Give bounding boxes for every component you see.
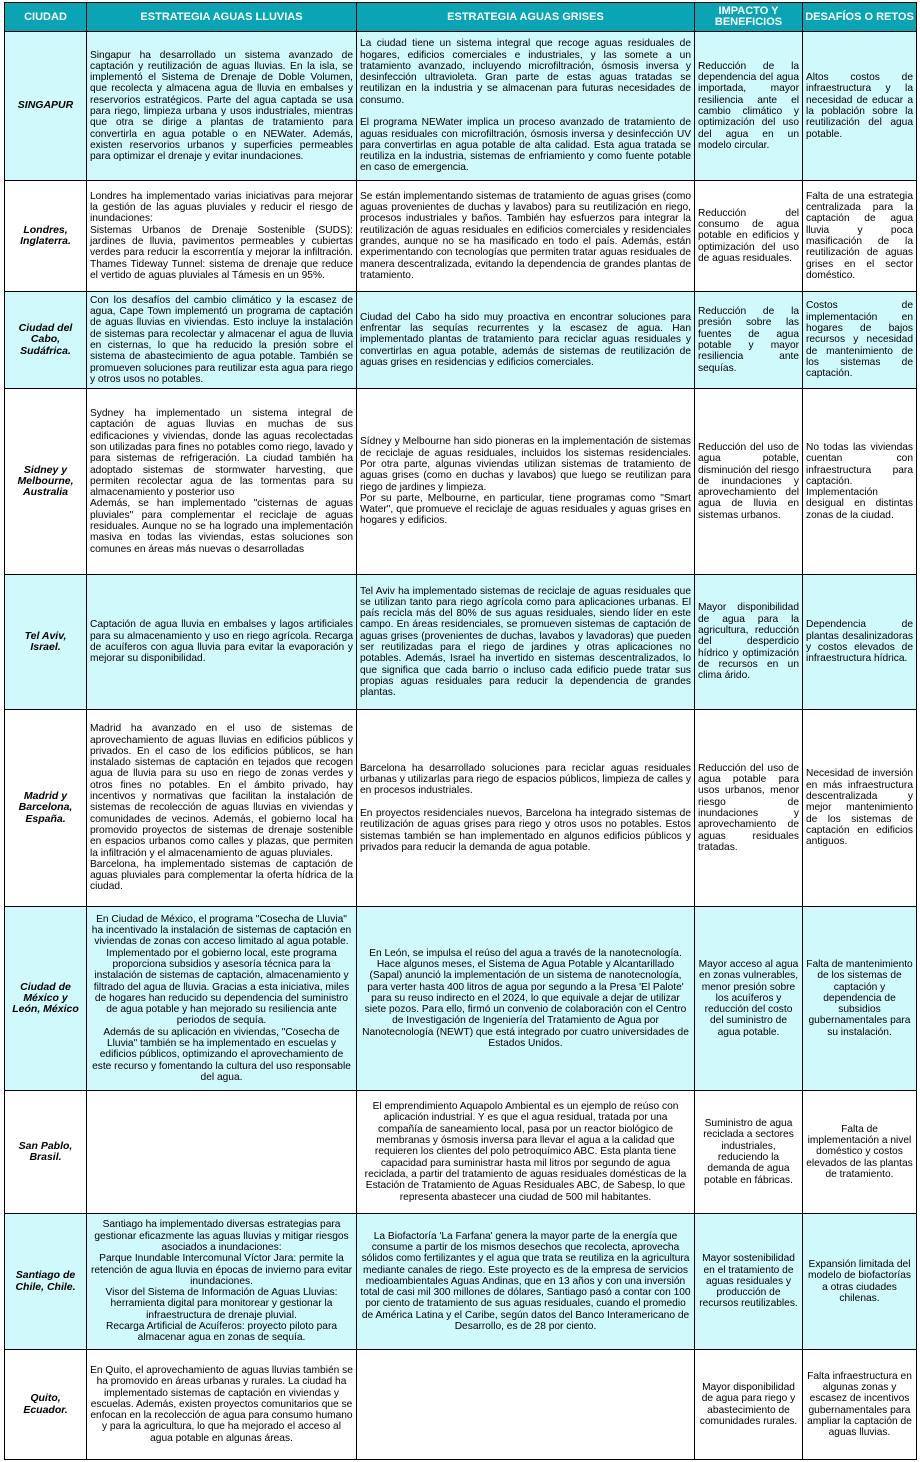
- city-cell: Quito, Ecuador.: [5, 1350, 87, 1460]
- impacto-cell: Mayor sostenibilidad en el tratamiento de aguas residuales y producción de recursos reutilizables.: [695, 1214, 803, 1350]
- table-row: [5, 181, 917, 292]
- city-cell: Ciudad del Cabo, Sudáfrica.: [5, 292, 87, 389]
- lluvias-cell: Sydney ha implementado un sistema integral de captación de aguas lluvias en muchas de sus edificaciones y viviendas, donde las aguas recolectadas son utilizadas para fines no potables como riego, lavado y para sistemas de refrigeración. La ciudad también ha adoptado sistemas de stormwater harvesting, que permiten recolectar agua de las tormentas para su almacenamiento y posterior uso Además, se han implementado "cisternas de aguas pluviales" para complementar el reciclaje de aguas residuales. Aunque no se ha logrado una implementación masiva en todas las viviendas, estas soluciones son comunes en áreas más nuevas o desarrolladas: [87, 389, 357, 575]
- desafios-cell: Falta de implementación a nivel doméstico y costos elevados de las plantas de tratamiento.: [803, 1091, 917, 1214]
- grises-cell: Tel Aviv ha implementado sistemas de reciclaje de aguas residuales que se utilizan tanto para riego agrícola como para aplicaciones urbanas. El país recicla más del 80% de sus aguas residuales, siendo líder en este campo. En áreas residenciales, se promueven sistemas de captación de aguas grises (provenientes de duchas, lavabos y lavadoras) que pueden ser reutilizadas para el riego de jardines y otras aplicaciones no potables. Además, Israel ha invertido en sistemas descentralizados, lo que significa que cada barrio o incluso cada edificio puede tratar sus propias aguas residuales para reducir la dependencia de grandes plantas.: [357, 575, 695, 710]
- lluvias-cell: Singapur ha desarrollado un sistema avanzado de captación y reutilización de aguas lluvias. En la isla, se implementó el Sistema de Drenaje de Doble Volumen, que recolecta y almacena agua de lluvia en embalses y reservorios estratégicos. Parte del agua captada se usa para riego, limpieza urbana y usos industriales, mientras que otra se dirige a plantas de tratamiento para convertirla en agua potable o en NEWater. Además, existen reservorios urbanos y superficies permeables para optimizar el drenaje y evitar inundaciones.: [87, 32, 357, 181]
- desafios-cell: Falta infraestructura en algunas zonas y escasez de incentivos gubernamentales para ampliar la captación de aguas lluvias.: [803, 1350, 917, 1460]
- city-cell: Tel Aviv, Israel.: [5, 575, 87, 710]
- desafios-cell: Costos de implementación en hogares de bajos recursos y necesidad de mantenimiento de los sistemas de captación.: [803, 292, 917, 389]
- header-impacto: IMPACTO Y BENEFICIOS: [695, 3, 803, 32]
- desafios-cell: Falta de mantenimiento de los sistemas de captación y dependencia de subsidios gubernamentales para su instalación.: [803, 907, 917, 1091]
- impacto-cell: Mayor disponibilidad de agua para riego y abastecimiento de comunidades rurales.: [695, 1350, 803, 1460]
- lluvias-cell: Con los desafíos del cambio climático y la escasez de agua, Cape Town implementó un programa de captación de aguas lluvias en viviendas. Esto incluye la instalación de sistemas para recolectar y almacenar el agua de lluvia en cisternas, lo que ha reducido la presión sobre el sistema de abastecimiento de agua potable. También se promueven soluciones para reutilizar esta agua para riego y otros usos no potables.: [87, 292, 357, 389]
- city-cell: Londres, Inglaterra.: [5, 181, 87, 292]
- lluvias-cell: [87, 1091, 357, 1214]
- impacto-cell: Reducción de la presión sobre las fuentes de agua potable y mayor resiliencia ante sequías.: [695, 292, 803, 389]
- table-row: [5, 575, 917, 710]
- desafios-cell: Dependencia de plantas desalinizadoras y costos elevados de infraestructura hídrica.: [803, 575, 917, 710]
- grises-cell: Ciudad del Cabo ha sido muy proactiva en encontrar soluciones para enfrentar las sequías recurrentes y la escasez de agua. Han implementado plantas de tratamiento para reciclar aguas residuales y convertirlas en agua potable, además de sistemas de reutilización de aguas grises en residencias y edificios comerciales.: [357, 292, 695, 389]
- grises-cell: La ciudad tiene un sistema integral que recoge aguas residuales de hogares, edificios comerciales e industriales, y las somete a un tratamiento avanzado, incluyendo microfiltración, ósmosis inversa y desinfección ultravioleta. Gran parte de estas aguas tratadas se reutilizan en la industria y se almacenan para futuras necesidades de consumo. El programa NEWater implica un proceso avanzado de tratamiento de aguas residuales con microfiltración, ósmosis inversa y desinfección UV para convertirlas en agua potable de alta calidad. Esta agua tratada se reutiliza en la industria, sistemas de enfriamiento y como fuente potable en caso de emergencia.: [357, 32, 695, 181]
- table-row: [5, 389, 917, 575]
- table-row: [5, 1091, 917, 1214]
- header-ciudad: CIUDAD: [5, 3, 87, 32]
- lluvias-cell: Madrid ha avanzado en el uso de sistemas de aprovechamiento de aguas lluvias en edificios públicos y privados. En el caso de los edificios públicos, se han instalado sistemas de captación en tejados que recogen agua de lluvia para su uso en riego de zonas verdes y otros fines no potables. En el ámbito privado, hay incentivos y normativas que facilitan la instalación de sistemas de recolección de aguas lluvias en viviendas y comunidades de vecinos. Además, el gobierno local ha promovido proyectos de sistemas de drenaje sostenible en espacios urbanos como calles y plazas, que permiten la infiltración y el almacenamiento de aguas pluviales. Barcelona, ha implementado sistemas de captación de aguas pluviales para complementar la oferta hídrica de la ciudad.: [87, 710, 357, 907]
- table-row: [5, 710, 917, 907]
- header-aguas-lluvias: ESTRATEGIA AGUAS LLUVIAS: [87, 3, 357, 32]
- grises-cell: El emprendimiento Aquapolo Ambiental es un ejemplo de reúso con aplicación industrial. Y es que el agua residual, tratada por una compañía de saneamiento local, pasa por un reactor biológico de membranas y ósmosis inversa para llevar el agua a la calidad que requieren los clientes del polo petroquímico ABC. Esta planta tiene capacidad para suministrar hasta mil litros por segundo de agua reciclada, a partir del tratamiento de aguas residuales domésticas de la Estación de Tratamiento de Aguas Residuales ABC, de Sabesp, lo que representa abastecer una ciudad de 500 mil habitantes.: [357, 1091, 695, 1214]
- strategies-table: [4, 2, 917, 1460]
- desafios-cell: Necesidad de inversión en más infraestructura descentralizada y mejor mantenimiento de los sistemas de captación en edificios antiguos.: [803, 710, 917, 907]
- desafios-cell: Falta de una estrategia centralizada para la captación de agua lluvia y poca masificación de la reutilización de aguas grises en el sector doméstico.: [803, 181, 917, 292]
- lluvias-cell: Londres ha implementado varias iniciativas para mejorar la gestión de las aguas pluviales y reducir el riesgo de inundaciones: Sistemas Urbanos de Drenaje Sostenible (SUDS): jardines de lluvia, pavimentos permeables y cubiertas verdes para reducir la escorrentía y mejorar la infiltración. Thames Tideway Tunnel: sistema de drenaje que reduce el vertido de aguas pluviales al Támesis en un 95%.: [87, 181, 357, 292]
- table-row: [5, 32, 917, 181]
- table-row: [5, 292, 917, 389]
- header-desafios: DESAFÍOS O RETOS: [803, 3, 917, 32]
- table-row: [5, 1214, 917, 1350]
- city-cell: Ciudad de México y León, México: [5, 907, 87, 1091]
- grises-cell: Se están implementando sistemas de tratamiento de aguas grises (como aguas provenientes de duchas y lavabos) para su reutilización en riego, procesos industriales y baños. También hay esfuerzos para integrar la reutilización de aguas residuales en edificios comerciales y residenciales grandes, aunque no se ha masificado en todo el país. Además, están experimentando con tecnologías que permiten tratar aguas residuales de manera descentralizada, evitando la dependencia de grandes plantas de tratamiento.: [357, 181, 695, 292]
- city-cell: Sidney y Melbourne, Australia: [5, 389, 87, 575]
- lluvias-cell: Captación de agua lluvia en embalses y lagos artificiales para su almacenamiento y uso en riego agrícola. Recarga de acuíferos con agua lluvia para evitar la evaporación y mejorar su disponibilidad.: [87, 575, 357, 710]
- impacto-cell: Mayor acceso al agua en zonas vulnerables, menor presión sobre los acuíferos y reducción del costo del suministro de agua potable.: [695, 907, 803, 1091]
- lluvias-cell: En Ciudad de México, el programa "Cosecha de Lluvia" ha incentivado la instalación de sistemas de captación en viviendas de zonas con acceso limitado al agua potable. Implementado por el gobierno local, este programa proporciona subsidios y asesoría técnica para la instalación de sistemas de captación, almacenamiento y filtrado del agua de lluvia. Gracias a esta iniciativa, miles de hogares han reducido su dependencia del suministro de agua potable y han mejorado su resiliencia ante periodos de sequía. Además de su aplicación en viviendas, "Cosecha de Lluvia" también se ha implementado en escuelas y edificios públicos, optimizando el aprovechamiento de este recurso y fomentando la cultura del uso responsable del agua.: [87, 907, 357, 1091]
- table-row: [5, 907, 917, 1091]
- city-cell: Madrid y Barcelona, España.: [5, 710, 87, 907]
- impacto-cell: Reducción del uso de agua potable, disminución del riesgo de inundaciones y aprovechamiento del agua de lluvia en sistemas urbanos.: [695, 389, 803, 575]
- lluvias-cell: Santiago ha implementado diversas estrategias para gestionar eficazmente las aguas lluvias y mitigar riesgos asociados a inundaciones: Parque Inundable Intercomunal Víctor Jara: permite la retención de agua lluvia en épocas de invierno para evitar inundaciones. Visor del Sistema de Información de Aguas Lluvias: herramienta digital para monitorear y gestionar la infraestructura de drenaje pluvial. Recarga Artificial de Acuíferos: proyecto piloto para almacenar agua en zonas de sequía.: [87, 1214, 357, 1350]
- impacto-cell: Reducción del consumo de agua potable en edificios y optimización del uso de aguas residuales.: [695, 181, 803, 292]
- table-row: [5, 1350, 917, 1460]
- grises-cell: [357, 1350, 695, 1460]
- city-cell: SINGAPUR: [5, 32, 87, 181]
- grises-cell: En León, se impulsa el reúso del agua a través de la nanotecnología. Hace algunos meses, el Sistema de Agua Potable y Alcantarillado (Sapal) anunció la implementación de un sistema de nanotecnología, para verter hasta 400 litros de agua por segundo a la Presa 'El Palote' para su reuso indirecto en el 2024, lo que equivale a dejar de utilizar siete pozos. Para ello, firmó un convenio de colaboración con el Centro de Investigación de Ingeniería del Tratamiento de Agua por Nanotecnología (NEWT) que está integrado por cuatro universidades de Estados Unidos.: [357, 907, 695, 1091]
- grises-cell: Sídney y Melbourne han sido pioneras en la implementación de sistemas de reciclaje de aguas residuales, incluidos los sistemas residenciales. Por otra parte, algunas viviendas utilizan sistemas de tratamiento de aguas grises (como en duchas y lavabos) que luego se reutilizan para riego de jardines y limpieza. Por su parte, Melbourne, en particular, tiene programas como "Smart Water", que promueve el reciclaje de aguas residuales y aguas grises en hogares y edificios.: [357, 389, 695, 575]
- grises-cell: La Biofactoría 'La Farfana' genera la mayor parte de la energía que consume a partir de los mismos desechos que recolecta, aprovecha sólidos como fertilizantes y el agua que trata se reutiliza en la agricultura mediante canales de riego. Este proyecto es de la empresa de servicios medioambientales Aguas Andinas, que en 13 años y con una inversión total de casi mil 300 millones de dólares, Santiago pasó a contar con 100 por ciento de tratamiento de sus aguas residuales, cuando el promedio de América Latina y el Caribe, según datos del Banco Interamericano de Desarrollo, es de 28 por ciento.: [357, 1214, 695, 1350]
- impacto-cell: Suministro de agua reciclada a sectores industriales, reduciendo la demanda de agua potable en fábricas.: [695, 1091, 803, 1214]
- grises-cell: Barcelona ha desarrollado soluciones para reciclar aguas residuales urbanas y utilizarlas para riego de espacios públicos, limpieza de calles y en procesos industriales. En proyectos residenciales nuevos, Barcelona ha integrado sistemas de reutilización de aguas grises para riego y otros usos no potables. Estos sistemas también se han implementado en algunos edificios públicos y privados para reducir la demanda de agua potable.: [357, 710, 695, 907]
- city-cell: San Pablo, Brasil.: [5, 1091, 87, 1214]
- header-row: [5, 3, 917, 32]
- desafios-cell: Altos costos de infraestructura y la necesidad de educar a la población sobre la reutilización del agua potable.: [803, 32, 917, 181]
- impacto-cell: Mayor disponibilidad de agua para la agricultura, reducción del desperdicio hídrico y optimización de recursos en un clima árido.: [695, 575, 803, 710]
- desafios-cell: No todas las viviendas cuentan con infraestructura para captación. Implementación desigual en distintas zonas de la ciudad.: [803, 389, 917, 575]
- header-aguas-grises: ESTRATEGIA AGUAS GRISES: [357, 3, 695, 32]
- impacto-cell: Reducción de la dependencia del agua importada, mayor resiliencia ante el cambio climático y optimización del uso del agua en un modelo circular.: [695, 32, 803, 181]
- lluvias-cell: En Quito, el aprovechamiento de aguas lluvias también se ha promovido en áreas urbanas y rurales. La ciudad ha implementado sistemas de captación en viviendas y escuelas. Además, existen proyectos comunitarios que se enfocan en la recolección de agua para consumo humano y para la agricultura, lo que ha mejorado el acceso al agua potable en algunas áreas.: [87, 1350, 357, 1460]
- city-cell: Santiago de Chile, Chile.: [5, 1214, 87, 1350]
- desafios-cell: Expansión limitada del modelo de biofactorías a otras ciudades chilenas.: [803, 1214, 917, 1350]
- impacto-cell: Reducción del uso de agua potable para usos urbanos, menor riesgo de inundaciones y aprovechamiento de aguas residuales tratadas.: [695, 710, 803, 907]
